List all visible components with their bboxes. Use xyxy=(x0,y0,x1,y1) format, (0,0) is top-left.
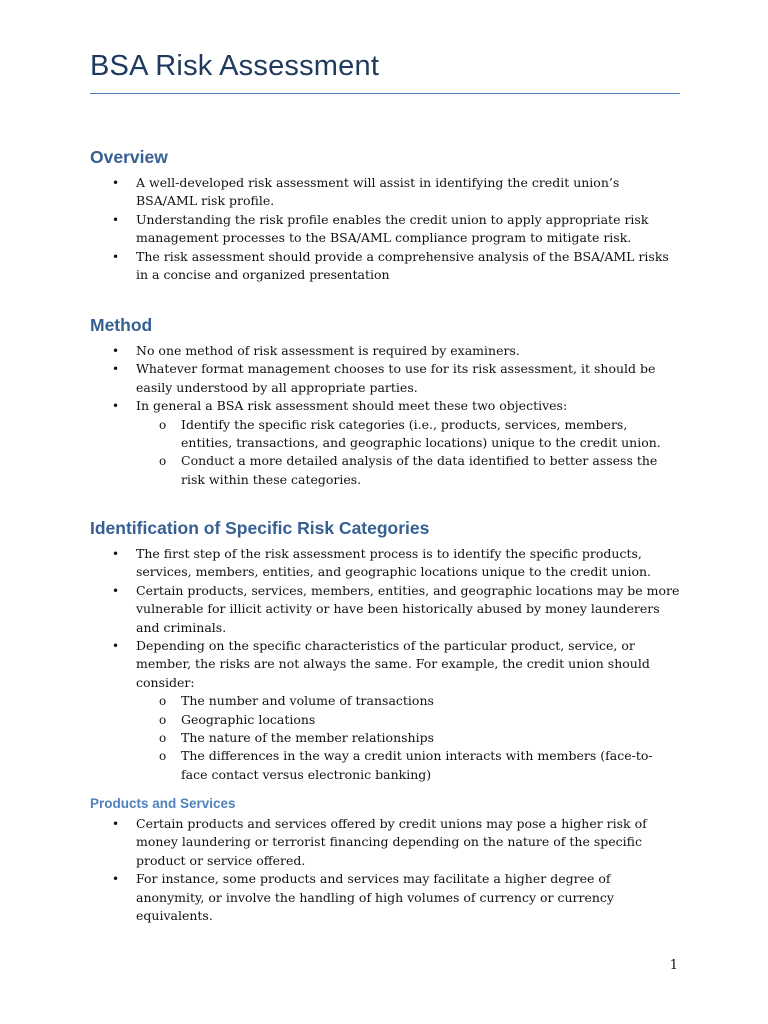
sub-bullet-icon: o xyxy=(159,417,167,432)
identification-section xyxy=(90,518,690,784)
list-item: • For instance, some products and services may facilitate a higher degree of anonymity, or involve the handling of high volumes of currency or currency equivalents. xyxy=(112,871,614,924)
bullet-icon: • xyxy=(112,639,120,654)
products-list xyxy=(90,815,690,925)
list-item: • Depending on the specific characteristics of the particular product, service, or member, the risks are not always the same. For example, the credit union should consider: xyxy=(112,638,650,690)
list-item: • In general a BSA risk assessment should meet these two objectives: xyxy=(90,397,680,415)
list-item: • Certain products, services, members, entities, and geographic locations may be more vulnerable for illicit activity or have been historically abused by money launderers and criminals. xyxy=(112,582,680,635)
products-heading: Products and Services xyxy=(90,796,236,811)
identification-list xyxy=(90,545,690,692)
identification-sub-list xyxy=(136,692,690,784)
bullet-icon: • xyxy=(112,344,120,358)
list-item: o The nature of the member relationships xyxy=(136,729,661,747)
products-section xyxy=(90,796,690,925)
list-item: • Whatever format management chooses to use for its risk assessment, it should be easily understood by all appropriate parties. xyxy=(112,361,656,395)
bullet-icon: • xyxy=(112,583,120,598)
sub-bullet-icon: o xyxy=(159,454,167,469)
page-title: BSA Risk Assessment xyxy=(90,50,380,82)
bullet-icon: • xyxy=(112,547,120,561)
sub-bullet-icon: o xyxy=(159,712,167,727)
method-heading: Method xyxy=(90,315,153,335)
list-item: o The differences in the way a credit union interacts with members (face-to-face contact versus electronic banking) xyxy=(159,748,653,782)
page-number: 1 xyxy=(669,958,678,973)
overview-list xyxy=(90,174,690,284)
bullet-icon: • xyxy=(112,249,120,264)
sub-bullet-icon: o xyxy=(159,694,167,709)
list-item: • The risk assessment should provide a comprehensive analysis of the BSA/AML risks in a concise and organized presentation xyxy=(112,248,669,283)
sub-bullet-icon: o xyxy=(159,749,167,764)
list-item: • A well-developed risk assessment will assist in identifying the credit union’s BSA/AML risk profile. xyxy=(112,175,620,209)
method-section xyxy=(90,315,690,489)
list-item: o The number and volume of transactions xyxy=(136,692,661,710)
list-item: o Identify the specific risk categories (i.e., products, services, members, entities, transactions, and geographic locations) unique to the credit union. xyxy=(159,416,661,451)
identification-heading: Identification of Specific Risk Categories xyxy=(90,518,430,538)
list-item: o Conduct a more detailed analysis of the data identified to better assess the risk within these categories. xyxy=(159,453,658,487)
method-list xyxy=(90,342,690,416)
overview-section xyxy=(90,147,690,284)
sub-bullet-icon: o xyxy=(159,731,167,746)
title-divider xyxy=(90,93,680,94)
bullet-icon: • xyxy=(112,176,120,190)
bullet-icon: • xyxy=(112,362,120,377)
list-item: • Certain products and services offered by credit unions may pose a higher risk of money laundering or terrorist financing depending on the nature of the specific product or service offered. xyxy=(112,816,647,868)
bullet-icon: • xyxy=(112,399,120,414)
method-sub-list xyxy=(136,416,690,490)
list-item: o Geographic locations xyxy=(136,711,661,729)
list-item: • Understanding the risk profile enables the credit union to apply appropriate risk management processes to the BSA/AML compliance program to mitigate risk. xyxy=(112,211,649,246)
overview-heading: Overview xyxy=(90,147,168,167)
bullet-icon: • xyxy=(112,212,120,227)
bullet-icon: • xyxy=(112,872,120,887)
list-item: • No one method of risk assessment is required by examiners. xyxy=(90,342,680,360)
bullet-icon: • xyxy=(112,817,120,831)
list-item: • The first step of the risk assessment process is to identify the specific products, services, members, entities, and geographic locations unique to the credit union. xyxy=(112,546,652,580)
